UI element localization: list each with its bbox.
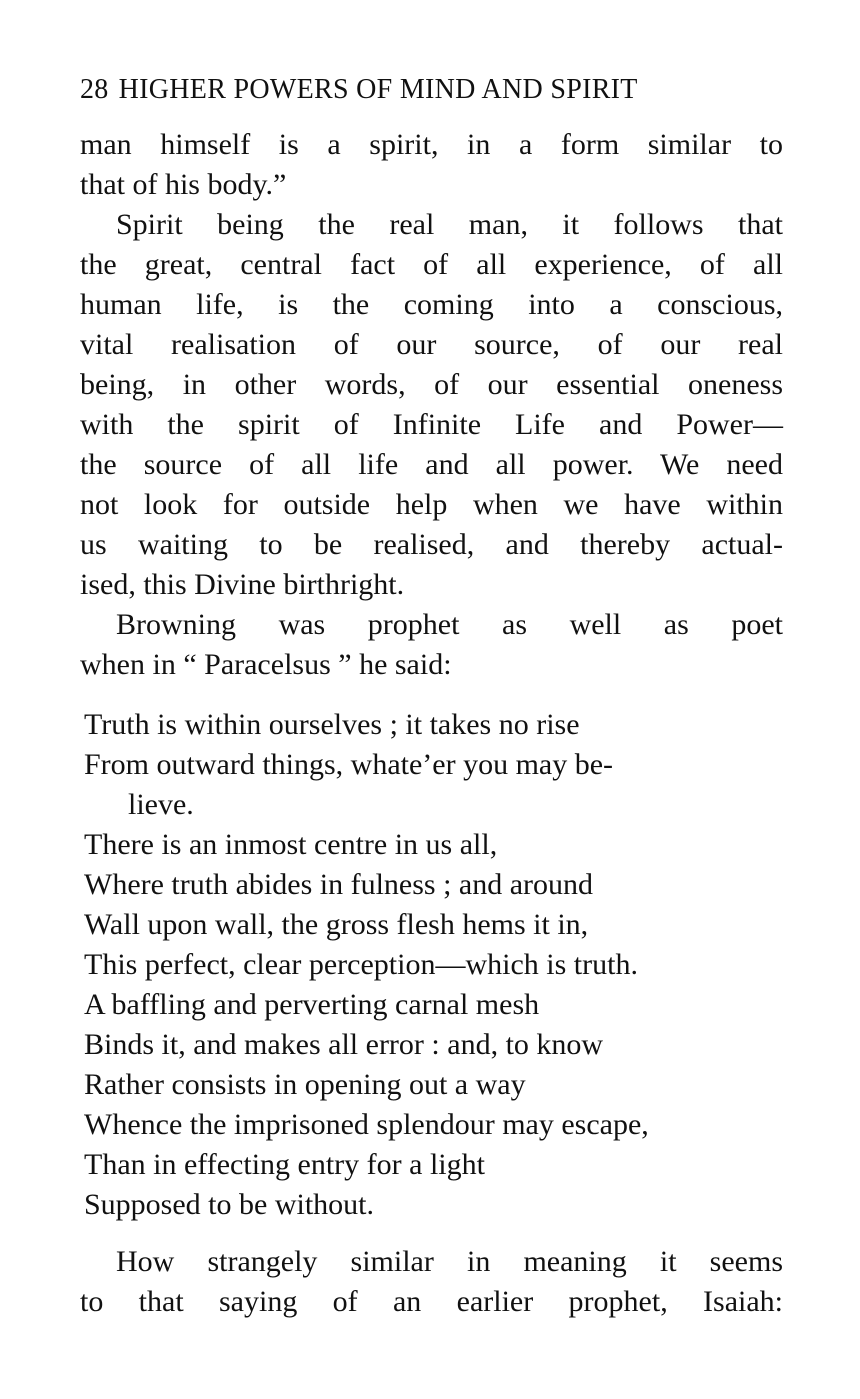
text-line: the source of all life and all power. We need [80, 448, 783, 481]
verse-line: Where truth abides in fulness ; and around [84, 868, 594, 901]
paragraph-browning [80, 605, 783, 685]
text-line: when in “ Paracelsus ” he said: [80, 648, 452, 681]
verse-line: Rather consists in opening out a way [84, 1068, 526, 1101]
verse-line: Binds it, and makes all error : and, to know [84, 1028, 604, 1061]
text-line: the great, central fact of all experience, of all [80, 248, 783, 281]
page-number: 28 [80, 74, 109, 105]
paragraph-continued [80, 125, 783, 205]
text-line: How strangely similar in meaning it seems [116, 1245, 783, 1278]
poem-quotation [80, 705, 783, 1225]
verse-line: Truth is within ourselves ; it takes no rise [84, 708, 580, 741]
text-line: ised, this Divine birthright. [80, 568, 405, 601]
text-line: us waiting to be realised, and thereby actual- [80, 528, 783, 561]
verse-line: Whence the imprisoned splendour may escape, [84, 1108, 649, 1141]
running-title: HIGHER POWERS OF MIND AND SPIRIT [118, 74, 638, 105]
text-line: human life, is the coming into a conscious, [80, 288, 783, 321]
paragraph-isaiah [80, 1242, 783, 1322]
text-line: man himself is a spirit, in a form similar to [80, 128, 783, 161]
verse-line: There is an inmost centre in us all, [84, 828, 498, 861]
paragraph-spirit [80, 205, 783, 605]
verse-line-continuation: lieve. [128, 788, 194, 821]
verse-line: A baffling and perverting carnal mesh [84, 988, 540, 1021]
text-line: that of his body.” [80, 168, 287, 201]
verse-line: From outward things, whate’er you may be- [84, 748, 614, 781]
verse-line: This perfect, clear perception—which is truth. [84, 948, 638, 981]
text-line: being, in other words, of our essential oneness [80, 368, 783, 401]
running-head [80, 70, 780, 110]
text-line: Browning was prophet as well as poet [116, 608, 783, 641]
text-line: Spirit being the real man, it follows that [116, 208, 783, 241]
verse-line: Wall upon wall, the gross flesh hems it in, [84, 908, 589, 941]
verse-line: Supposed to be without. [84, 1188, 374, 1221]
verse-line: Than in effecting entry for a light [84, 1148, 485, 1181]
text-line: with the spirit of Infinite Life and Power— [80, 408, 783, 441]
text-line: vital realisation of our source, of our real [80, 328, 783, 361]
text-line: to that saying of an earlier prophet, Isaiah: [80, 1285, 783, 1318]
text-line: not look for outside help when we have within [80, 488, 783, 521]
